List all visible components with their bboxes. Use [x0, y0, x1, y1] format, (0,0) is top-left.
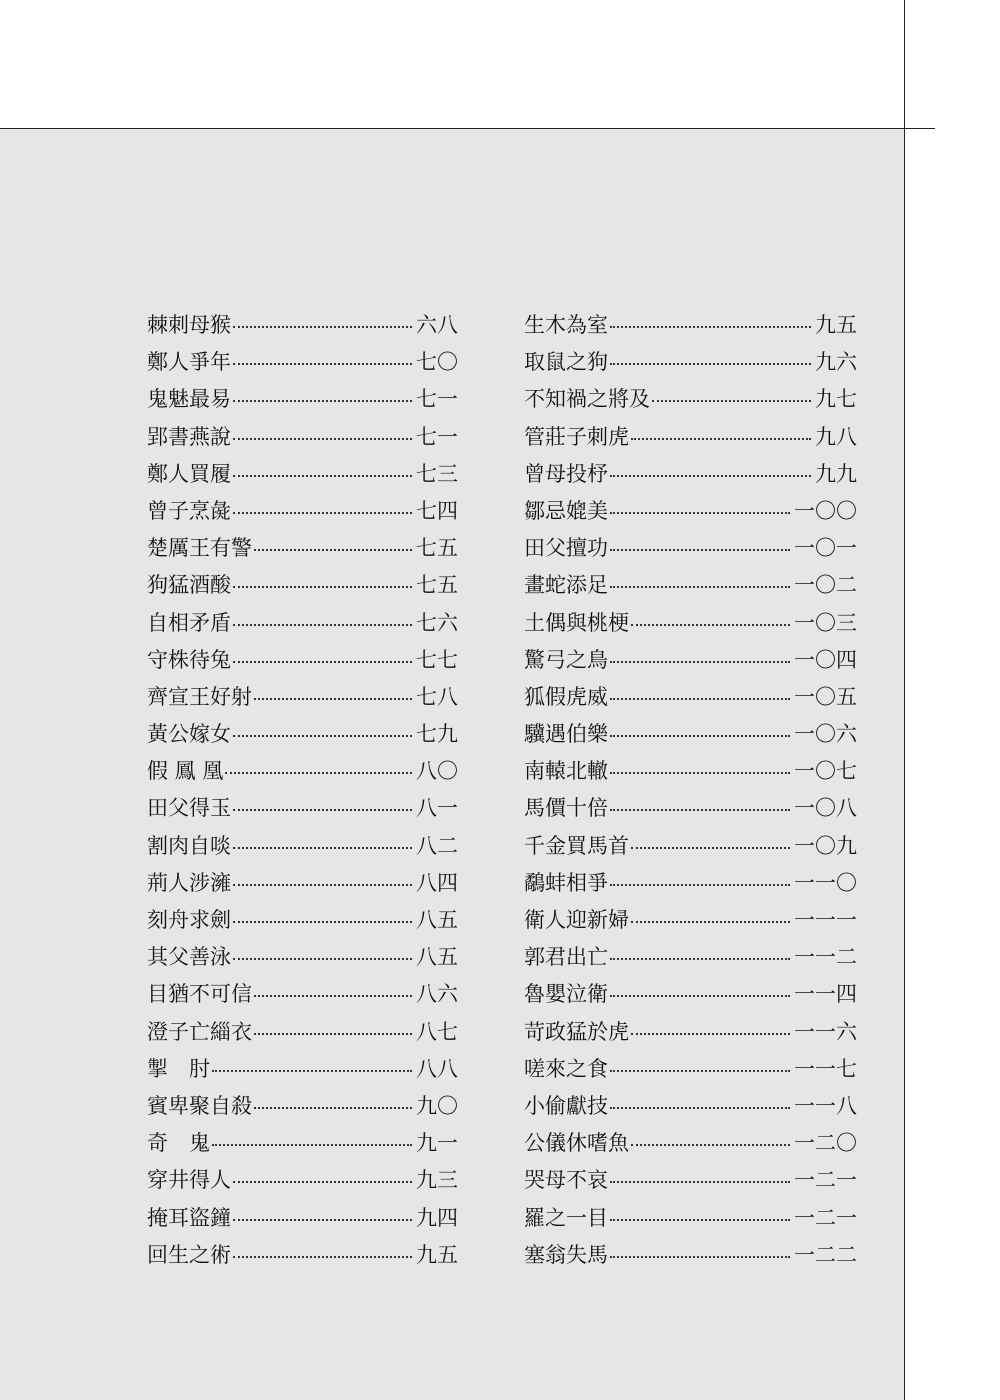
toc-entry-title: 管莊子刺虎: [524, 424, 629, 449]
toc-entry-title: 齊宣王好射: [147, 684, 252, 709]
toc-entry-title: 哭母不哀: [524, 1168, 608, 1193]
toc-entry[interactable]: [147, 456, 458, 493]
toc-entry-page-number: 一〇〇: [794, 498, 857, 523]
dot-leader: [233, 511, 412, 514]
toc-entry-page-number: 一〇七: [794, 759, 857, 784]
toc-entry[interactable]: [524, 828, 857, 865]
toc-column-left: [147, 307, 458, 1274]
toc-entry[interactable]: [147, 493, 458, 530]
toc-entry-page-number: 一〇九: [794, 833, 857, 858]
dot-leader: [233, 399, 412, 402]
toc-entry-page-number: 九四: [416, 1205, 458, 1230]
toc-entry-page-number: 八六: [416, 982, 458, 1007]
dot-leader: [233, 846, 412, 849]
top-horizontal-rule: [0, 128, 935, 129]
toc-entry-page-number: 一一二: [794, 945, 857, 970]
dot-leader: [233, 920, 412, 923]
dot-leader: [225, 771, 412, 774]
toc-entry-title: 衛人迎新婦: [524, 908, 629, 932]
dot-leader: [233, 585, 412, 588]
toc-entry-title: 刻舟求劍: [147, 908, 231, 932]
toc-entry-title: 南轅北轍: [524, 759, 608, 784]
toc-column-right: [524, 307, 857, 1274]
toc-entry-page-number: 一一一: [794, 908, 857, 932]
toc-entry-page-number: 一〇八: [794, 796, 857, 821]
toc-entry[interactable]: [147, 902, 458, 939]
toc-entry-title: 郭君出亡: [524, 945, 608, 970]
toc-entry[interactable]: [147, 567, 458, 604]
toc-entry[interactable]: [147, 790, 458, 827]
dot-leader: [610, 585, 790, 588]
toc-entry[interactable]: [524, 790, 857, 827]
toc-entry-page-number: 一〇四: [794, 647, 857, 672]
toc-entry-title: 田父得玉: [147, 796, 231, 821]
toc-entry-title: 田父擅功: [524, 536, 608, 561]
dot-leader: [212, 1069, 412, 1072]
toc-entry-title: 土偶與桃梗: [524, 610, 629, 635]
dot-leader: [610, 1069, 790, 1072]
dot-leader: [254, 697, 412, 700]
toc-entry[interactable]: [524, 530, 857, 567]
toc-entry-title: 畫蛇添足: [524, 573, 608, 598]
dot-leader: [233, 437, 412, 440]
toc-entry-title: 塞翁失馬: [524, 1242, 608, 1267]
dot-leader: [254, 548, 412, 551]
toc-entry-page-number: 九五: [815, 313, 857, 337]
dot-leader: [610, 1106, 790, 1109]
dot-leader: [233, 883, 412, 886]
dot-leader: [610, 994, 790, 997]
dot-leader: [610, 1255, 790, 1258]
toc-entry-page-number: 七一: [416, 424, 458, 449]
toc-entry[interactable]: [524, 605, 857, 642]
toc-entry-page-number: 九六: [815, 350, 857, 375]
toc-entry-page-number: 一一六: [794, 1019, 857, 1044]
toc-entry-title: 奇 鬼: [147, 1131, 210, 1156]
dot-leader: [233, 1255, 412, 1258]
toc-entry[interactable]: [524, 716, 857, 753]
toc-entry-page-number: 一一〇: [794, 870, 857, 895]
dot-leader: [631, 1143, 790, 1146]
toc-entry-page-number: 一二〇: [794, 1131, 857, 1156]
toc-entry-title: 掩耳盜鐘: [147, 1205, 231, 1230]
toc-entry-title: 守株待兔: [147, 647, 231, 672]
dot-leader: [610, 1180, 790, 1183]
dot-leader: [233, 623, 412, 626]
toc-entry[interactable]: [147, 716, 458, 753]
toc-entry[interactable]: [524, 567, 857, 604]
toc-entry-title: 驥遇伯樂: [524, 722, 608, 747]
dot-leader: [610, 808, 790, 811]
toc-entry[interactable]: [147, 828, 458, 865]
toc-entry[interactable]: [147, 976, 458, 1013]
toc-entry[interactable]: [524, 456, 857, 493]
toc-entry-title: 其父善泳: [147, 945, 231, 970]
dot-leader: [610, 474, 811, 477]
toc-entry-page-number: 九三: [416, 1168, 458, 1193]
dot-leader: [610, 697, 790, 700]
toc-entry[interactable]: [147, 1237, 458, 1274]
toc-entry-page-number: 七一: [416, 387, 458, 412]
toc-entry-page-number: 九〇: [416, 1093, 458, 1118]
toc-entry-page-number: 八二: [416, 833, 458, 858]
toc-entry[interactable]: [147, 530, 458, 567]
toc-entry[interactable]: [524, 1200, 857, 1237]
toc-entry-page-number: 八五: [416, 908, 458, 932]
toc-entry-page-number: 九八: [815, 424, 857, 449]
toc-entry[interactable]: [524, 939, 857, 976]
toc-entry[interactable]: [524, 679, 857, 716]
toc-entry[interactable]: [147, 344, 458, 381]
toc-entry[interactable]: [524, 419, 857, 456]
dot-leader: [610, 548, 790, 551]
dot-leader: [631, 846, 790, 849]
toc-entry-page-number: 一〇二: [794, 573, 857, 598]
toc-entry[interactable]: [524, 493, 857, 530]
toc-entry-title: 澄子亡緇衣: [147, 1019, 252, 1044]
toc-entry-page-number: 七三: [416, 461, 458, 486]
toc-entry-title: 狐假虎威: [524, 684, 608, 709]
toc-entry[interactable]: [147, 642, 458, 679]
dot-leader: [610, 325, 811, 328]
toc-entry-page-number: 八〇: [416, 759, 458, 784]
toc-entry-title: 驚弓之鳥: [524, 647, 608, 672]
dot-leader: [233, 474, 412, 477]
toc-entry-title: 公儀休嗜魚: [524, 1131, 629, 1156]
toc-entry-title: 假 鳳 凰: [147, 759, 224, 784]
toc-entry-title: 曾母投杼: [524, 461, 608, 486]
dot-leader: [254, 1032, 412, 1035]
toc-entry-title: 目猶不可信: [147, 982, 252, 1007]
toc-entry[interactable]: [147, 605, 458, 642]
toc-entry-title: 自相矛盾: [147, 610, 231, 635]
toc-entry-page-number: 八五: [416, 945, 458, 970]
toc-entry[interactable]: [147, 1162, 458, 1199]
toc-entry-title: 曾子烹彘: [147, 498, 231, 523]
toc-entry[interactable]: [524, 1125, 857, 1162]
toc-entry-page-number: 七五: [416, 573, 458, 598]
dot-leader: [631, 920, 790, 923]
toc-entry-title: 苛政猛於虎: [524, 1019, 629, 1044]
toc-entry[interactable]: [147, 1200, 458, 1237]
toc-entry[interactable]: [524, 381, 857, 418]
toc-entry-page-number: 七九: [416, 722, 458, 747]
dot-leader: [233, 734, 412, 737]
toc-entry-title: 割肉自啖: [147, 833, 231, 858]
toc-entry-title: 荊人涉澭: [147, 870, 231, 895]
toc-entry-page-number: 九五: [416, 1242, 458, 1267]
toc-entry-page-number: 九七: [815, 387, 857, 412]
toc-entry[interactable]: [147, 307, 458, 344]
toc-entry-page-number: 一〇一: [794, 536, 857, 561]
toc-entry-title: 穿井得人: [147, 1168, 231, 1193]
toc-entry-page-number: 九九: [815, 461, 857, 486]
toc-entry-title: 馬價十倍: [524, 796, 608, 821]
toc-entry-title: 嗟來之食: [524, 1056, 608, 1081]
toc-entry-page-number: 一一八: [794, 1093, 857, 1118]
toc-entry-page-number: 一一四: [794, 982, 857, 1007]
dot-leader: [610, 734, 790, 737]
dot-leader: [233, 362, 412, 365]
toc-entry-page-number: 一二一: [794, 1205, 857, 1230]
toc-entry-page-number: 八四: [416, 870, 458, 895]
toc-entry[interactable]: [147, 679, 458, 716]
dot-leader: [610, 957, 790, 960]
dot-leader: [610, 362, 811, 365]
dot-leader: [610, 511, 790, 514]
dot-leader: [254, 1106, 412, 1109]
toc-entry[interactable]: [147, 1125, 458, 1162]
toc-entry-page-number: 九一: [416, 1131, 458, 1156]
dot-leader: [233, 1180, 412, 1183]
toc-entry[interactable]: [524, 1014, 857, 1051]
toc-entry[interactable]: [147, 1014, 458, 1051]
toc-entry[interactable]: [147, 753, 458, 790]
toc-entry[interactable]: [524, 753, 857, 790]
toc-entry[interactable]: [147, 865, 458, 902]
right-vertical-rule: [904, 0, 905, 1400]
toc-entry-title: 鬼魅最易: [147, 387, 231, 412]
toc-entry-title: 小偷獻技: [524, 1093, 608, 1118]
toc-entry[interactable]: [147, 1088, 458, 1125]
toc-entry-page-number: 八八: [416, 1056, 458, 1081]
toc-entry-page-number: 八一: [416, 796, 458, 821]
toc-entry-title: 棘刺母猴: [147, 313, 231, 337]
toc-entry-title: 狗猛酒酸: [147, 573, 231, 598]
toc-entry-page-number: 七七: [416, 647, 458, 672]
toc-entry-title: 羅之一目: [524, 1205, 608, 1230]
toc-entry-page-number: 七四: [416, 498, 458, 523]
toc-entry-title: 千金買馬首: [524, 833, 629, 858]
dot-leader: [652, 399, 811, 402]
toc-entry[interactable]: [524, 307, 857, 344]
toc-entry[interactable]: [524, 1088, 857, 1125]
toc-entry-page-number: 一一七: [794, 1056, 857, 1081]
dot-leader: [610, 883, 790, 886]
toc-entry-page-number: 六八: [416, 313, 458, 337]
toc-entry-page-number: 七〇: [416, 350, 458, 375]
toc-entry[interactable]: [147, 939, 458, 976]
toc-entry[interactable]: [524, 344, 857, 381]
toc-entry-title: 生木為室: [524, 313, 608, 337]
toc-entry[interactable]: [524, 976, 857, 1013]
toc-entry-title: 魯嬰泣衛: [524, 982, 608, 1007]
dot-leader: [631, 623, 790, 626]
toc-entry-page-number: 一二二: [794, 1242, 857, 1267]
dot-leader: [631, 437, 811, 440]
toc-entry[interactable]: [147, 1051, 458, 1088]
dot-leader: [212, 1143, 412, 1146]
dot-leader: [631, 1032, 790, 1035]
toc-entry-page-number: 七八: [416, 684, 458, 709]
dot-leader: [233, 808, 412, 811]
dot-leader: [254, 994, 412, 997]
toc-entry[interactable]: [524, 902, 857, 939]
toc-entry-title: 掣 肘: [147, 1056, 210, 1081]
toc-entry-page-number: 七五: [416, 536, 458, 561]
dot-leader: [610, 771, 790, 774]
toc-entry[interactable]: [147, 419, 458, 456]
dot-leader: [233, 957, 412, 960]
toc-entry[interactable]: [147, 381, 458, 418]
toc-entry-title: 郢書燕說: [147, 424, 231, 449]
toc-entry-title: 鄭人買履: [147, 461, 231, 486]
toc-entry-title: 回生之術: [147, 1242, 231, 1267]
toc-entry-title: 不知禍之將及: [524, 387, 650, 412]
toc-entry-title: 取鼠之狗: [524, 350, 608, 375]
toc-entry[interactable]: [524, 865, 857, 902]
dot-leader: [610, 660, 790, 663]
toc-entry-page-number: 八七: [416, 1019, 458, 1044]
toc-entry-page-number: 一〇六: [794, 722, 857, 747]
toc-entry-title: 鄒忌媲美: [524, 498, 608, 523]
dot-leader: [233, 1218, 412, 1221]
toc-entry-page-number: 一〇三: [794, 610, 857, 635]
toc-entry-page-number: 一〇五: [794, 684, 857, 709]
toc-entry-title: 鄭人爭年: [147, 350, 231, 375]
toc-entry[interactable]: [524, 1051, 857, 1088]
toc-entry-title: 楚厲王有警: [147, 536, 252, 561]
toc-entry-title: 賓卑聚自殺: [147, 1093, 252, 1118]
toc-entry-title: 黃公嫁女: [147, 722, 231, 747]
dot-leader: [610, 1218, 790, 1221]
toc-entry-page-number: 一二一: [794, 1168, 857, 1193]
toc-entry-title: 鷸蚌相爭: [524, 870, 608, 895]
toc-entry[interactable]: [524, 1237, 857, 1274]
dot-leader: [233, 660, 412, 663]
dot-leader: [233, 325, 412, 328]
toc-entry-page-number: 七六: [416, 610, 458, 635]
toc-entry[interactable]: [524, 642, 857, 679]
toc-entry[interactable]: [524, 1162, 857, 1199]
